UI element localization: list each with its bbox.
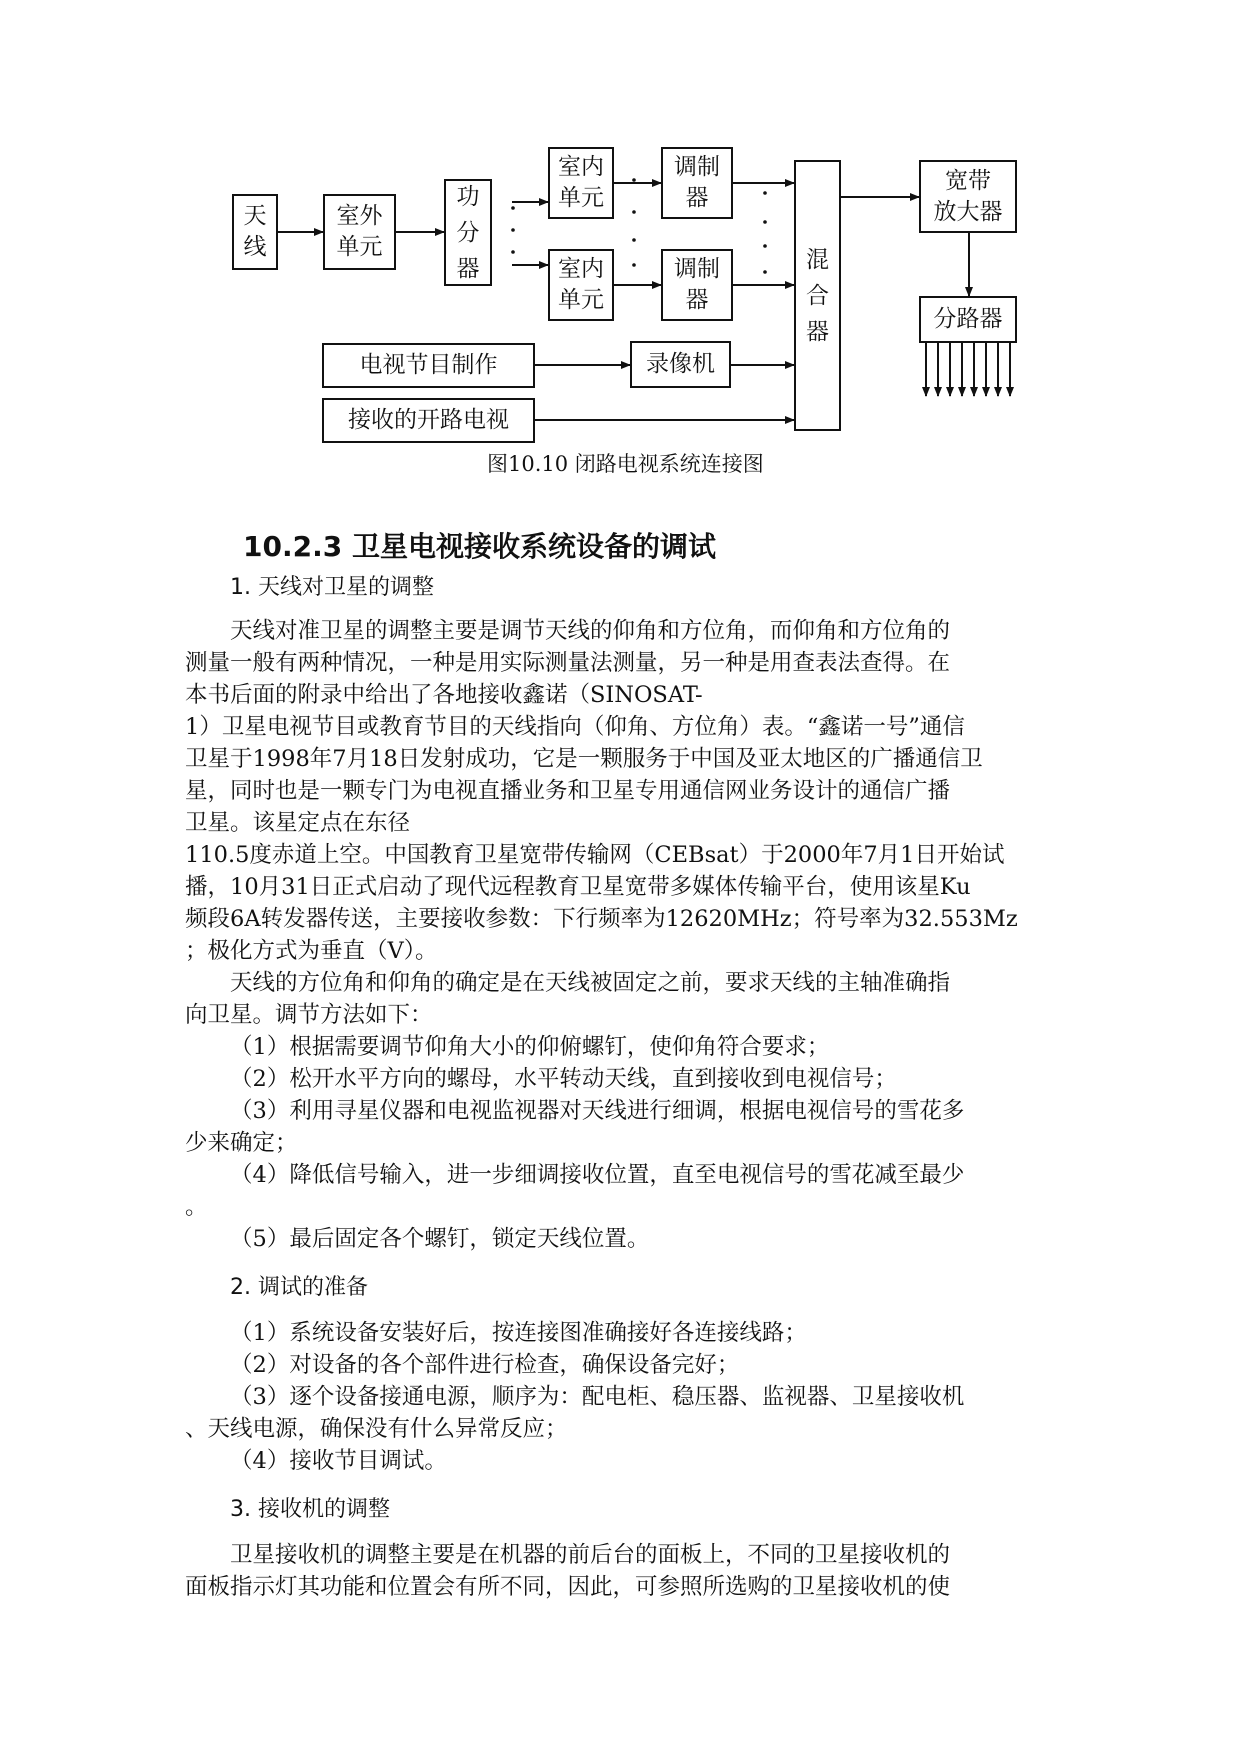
power-splitter-box: 功 分 器 [444, 179, 492, 286]
paragraph-line: 频段6A转发器传送，主要接收参数：下行频率为12620MHz；符号率为32.553Mz [185, 906, 1018, 932]
paragraph-line: （1）根据需要调节仰角大小的仰俯螺钉，使仰角符合要求； [230, 1034, 830, 1060]
divider-box: 分路器 [919, 296, 1017, 343]
paragraph-line: 。 [185, 1194, 208, 1220]
tv-production-box: 电视节目制作 [322, 343, 535, 388]
paragraph-line: 卫星于1998年7月18日发射成功，它是一颗服务于中国及亚太地区的广播通信卫 [185, 746, 983, 772]
subsection-heading-2: 2. 调试的准备 [230, 1275, 368, 1300]
mixer-box: 混 合 器 [794, 160, 841, 431]
paragraph-line: ；极化方式为垂直（V）。 [185, 938, 438, 964]
paragraph-line: 天线的方位角和仰角的确定是在天线被固定之前，要求天线的主轴准确指 [230, 970, 951, 996]
vcr-box: 录像机 [630, 341, 731, 388]
indoor-unit-1-box: 室内 单元 [548, 147, 614, 219]
diagram-connectors [0, 0, 1241, 480]
modulator-1-box: 调制 器 [661, 147, 733, 219]
paragraph-line: （2）松开水平方向的螺母，水平转动天线，直到接收到电视信号； [230, 1066, 897, 1092]
paragraph-line: （3）利用寻星仪器和电视监视器对天线进行细调，根据电视信号的雪花多 [230, 1098, 965, 1124]
paragraph-line: 面板指示灯其功能和位置会有所不同，因此，可参照所选购的卫星接收机的使 [185, 1574, 951, 1600]
paragraph-line: 本书后面的附录中给出了各地接收鑫诺（SINOSAT- [185, 682, 703, 708]
connection-diagram [0, 0, 1241, 480]
modulator-2-box: 调制 器 [661, 249, 733, 321]
outdoor-unit-box: 室外 单元 [323, 194, 396, 270]
paragraph-line: 向卫星。调节方法如下： [185, 1002, 433, 1028]
paragraph-line: （4）降低信号输入，进一步细调接收位置，直至电视信号的雪花减至最少 [230, 1162, 965, 1188]
antenna-box: 天 线 [232, 194, 278, 270]
paragraph-line: （5）最后固定各个螺钉，锁定天线位置。 [230, 1226, 650, 1252]
subsection-heading-3: 3. 接收机的调整 [230, 1497, 390, 1522]
broadband-amplifier-box: 宽带 放大器 [919, 160, 1017, 233]
paragraph-line: 星，同时也是一颗专门为电视直播业务和卫星专用通信网业务设计的通信广播 [185, 778, 951, 804]
paragraph-line: （2）对设备的各个部件进行检查，确保设备完好； [230, 1352, 740, 1378]
paragraph-line: （4）接收节目调试。 [230, 1448, 447, 1474]
paragraph-line: 110.5度赤道上空。中国教育卫星宽带传输网（CEBsat）于2000年7月1日开始试 [185, 842, 1005, 868]
paragraph-line: （3）逐个设备接通电源，顺序为：配电柜、稳压器、监视器、卫星接收机 [230, 1384, 965, 1410]
paragraph-line: 少来确定； [185, 1130, 298, 1156]
paragraph-line: 播，10月31日正式启动了现代远程教育卫星宽带多媒体传输平台，使用该星Ku [185, 874, 971, 900]
paragraph-line: 、天线电源，确保没有什么异常反应； [185, 1416, 568, 1442]
open-air-tv-box: 接收的开路电视 [322, 398, 535, 443]
paragraph-line: 1）卫星电视节目或教育节目的天线指向（仰角、方位角）表。“鑫诺一号”通信 [185, 714, 965, 740]
paragraph-line: （1）系统设备安装好后，按连接图准确接好各连接线路； [230, 1320, 807, 1346]
figure-caption: 图10.10 闭路电视系统连接图 [487, 452, 764, 476]
paragraph-line: 卫星接收机的调整主要是在机器的前后台的面板上，不同的卫星接收机的 [230, 1542, 951, 1568]
paragraph-line: 天线对准卫星的调整主要是调节天线的仰角和方位角，而仰角和方位角的 [230, 618, 951, 644]
paragraph-line: 测量一般有两种情况，一种是用实际测量法测量，另一种是用查表法查得。在 [185, 650, 951, 676]
indoor-unit-2-box: 室内 单元 [548, 249, 614, 321]
section-heading: 10.2.3 卫星电视接收系统设备的调试 [243, 530, 716, 563]
subsection-heading-1: 1. 天线对卫星的调整 [230, 575, 434, 600]
paragraph-line: 卫星。该星定点在东径 [185, 810, 411, 836]
